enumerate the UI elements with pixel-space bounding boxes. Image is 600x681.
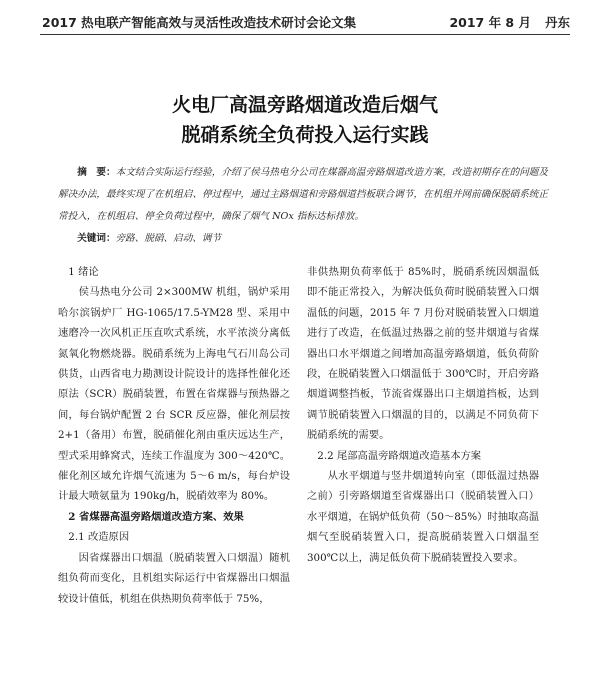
header-right bbox=[449, 13, 570, 31]
section-2-1-paragraph: 因省煤器出口烟温（脱硝装置入口烟温）随机组负荷而变化，且机组实际运行中省煤器出口烟温较设计值低，机组在供热期负荷率低于 75%， bbox=[58, 551, 290, 605]
abstract-label: 摘 要： bbox=[77, 167, 116, 178]
abstract-body bbox=[58, 162, 548, 228]
abstract bbox=[58, 162, 548, 250]
keywords bbox=[58, 228, 548, 250]
section-2-2-heading: 2.2 尾部高温旁路烟道改造基本方案 bbox=[317, 449, 482, 462]
right-column bbox=[307, 262, 539, 568]
title-line-1: 火电厂高温旁路烟道改造后烟气 bbox=[171, 94, 438, 116]
title-line-2: 脱硝系统全负荷投入运行实践 bbox=[181, 124, 429, 146]
section-2-2-paragraph: 从水平烟道与竖井烟道转向室（即低温过热器之前）引旁路烟道至省煤器出口（脱硝装置入口）水平烟道，在锅炉低负荷（50～85%）时抽取高温烟气至脱硝装置入口，提高脱硝装置入口烟温至 300℃以上，满足低负荷下脱硝装置投入要求。 bbox=[307, 470, 539, 564]
section-2-1-heading: 2.1 改造原因 bbox=[68, 531, 130, 544]
abstract-text: 本文结合实际运行经验，介绍了侯马热电分公司在煤器高温旁路烟道改造方案，改造初期存在的问题及解决办法，最终实现了在机组启、停过程中，通过主路烟道和旁路烟道挡板联合调节，在机组并网前确保脱硝系统正常投入，在机组启、停全负荷过程中，确保了烟气 NOx 指标达标排放。 bbox=[58, 167, 549, 222]
left-column bbox=[58, 262, 290, 609]
keywords-text: 旁路、脱硝、启动、调节 bbox=[115, 233, 222, 244]
header-place: 丹东 bbox=[544, 15, 570, 30]
section-1-paragraph: 侯马热电分公司 2×300MW 机组，锅炉采用哈尔滨锅炉厂 HG-1065/17.5-YM28 型、采用中速磨冷一次风机正压直吹式系统，水平浓淡分离低氮氧化物燃烧器。脱硝系统为上海电气石川岛公司供货，山西省电力勘测设计院设计的选择性催化还原法（SCR）脱硝装置，布置在省煤器与预热器之间，每台锅炉配置 2 台 SCR 反应器，催化剂层按 2+1（备用）布置，脱硝催化剂由重庆远达生产，型式采用蜂窝式，连续工作温度为 300～420℃。催化剂区域允许烟气流速为 5～6 m/s，每台炉设计最大喷氨量为 190kg/h，脱硝效率为 80%。 bbox=[58, 286, 290, 503]
header-date: 2017 年 8 月 bbox=[449, 15, 531, 30]
section-2-heading: 2 省煤器高温旁路烟道改造方案、效果 bbox=[68, 510, 244, 523]
journal-title: 2017 热电联产智能高效与灵活性改造技术研讨会论文集 bbox=[42, 15, 357, 30]
paper-title bbox=[40, 90, 570, 150]
continued-paragraph: 非供热期负荷率低于 85%时，脱硝系统因烟温低即不能正常投入，为解决低负荷时脱硝装置入口烟温低的问题，2015 年 7 月份对脱硝装置入口烟道进行了改造，在低温过热器之前的竖井烟道与省煤器出口水平烟道之间增加高温旁路烟道，低负荷阶段，在脱硝装置入口烟温低于 300℃时，开启旁路烟道调整挡板，节流省煤器出口主烟道挡板，达到调节脱硝装置入口烟温的目的，以满足不同负荷下脱硝系统的需要。 bbox=[307, 266, 539, 442]
running-header bbox=[42, 12, 570, 32]
keywords-label: 关键词： bbox=[77, 233, 116, 244]
header-divider bbox=[40, 34, 570, 35]
section-1-heading: 1 绪论 bbox=[68, 266, 99, 278]
